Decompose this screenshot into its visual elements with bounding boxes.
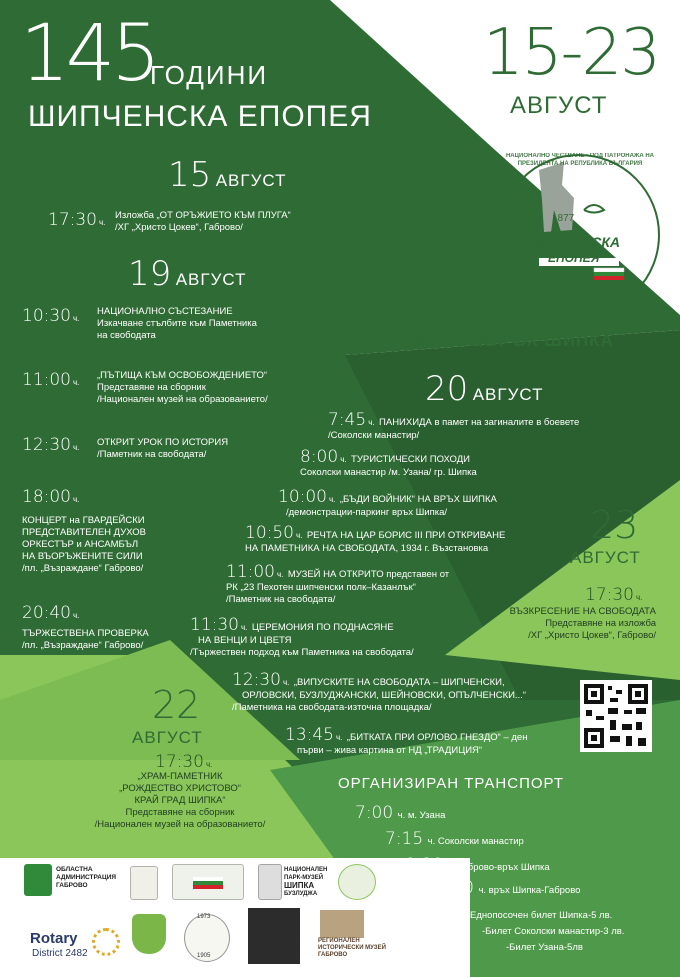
event-line: „ВИПУСКИТЕ НА СВОБОДАТА – ШИПЧЕНСКИ, [293,677,505,688]
event-line: /Национален музей на образованието/ [97,394,268,405]
event-line: /Национален музей на образованието/ [94,819,266,830]
qr-code[interactable] [580,680,652,752]
day20-event-2 [300,447,477,479]
transport-text: ч. Габрово-връх Шипка [447,862,550,873]
rotary-wheel-icon [92,928,120,956]
transport-item-1 [355,803,445,823]
event-time: 17:30 [155,752,204,772]
day22-month: АВГУСТ [132,728,203,747]
time-unit: ч. [73,495,80,504]
transport-item-3 [405,855,550,875]
event-time: 17:30 [585,585,634,605]
day22-number-wrap [152,683,201,727]
day19-event-5-text [22,628,149,652]
transport-text: ч. м. Узана [397,810,446,821]
event-line: /Паметника на свободата-източна площадка/ [232,702,432,713]
day19-event-1-text [97,306,257,342]
logo-line: РЕГИОНАЛЕН [318,938,360,944]
event-time: 11:00 [226,562,275,582]
logo-line: ГАБРОВО [56,882,88,889]
rotary-district: District 2482 [32,948,88,959]
event-line: /Паметник на свободата/ [97,449,207,460]
time-unit: ч. [283,678,290,687]
event-line: РК „23 Пехотен шипченски полк–Казанлък“ [226,582,416,593]
event-line: /пл. „Възраждане“ Габрово/ [22,563,144,574]
day22-event-text [90,771,270,831]
transport-time: 7:15 [385,829,424,849]
time-unit: ч. [336,733,343,742]
event-time: 13:45 [285,725,334,745]
event-line: Соколски манастир /м. Узана/ гр. Шипка [300,467,477,478]
day19-event-5-time [22,603,79,623]
event-time: 8:00 [300,447,339,467]
day23-number: 23 [590,503,639,547]
day20-event-6 [190,615,414,659]
event-line: „БИТКАТА ПРИ ОРЛОВО ГНЕЗДО“ – ден [346,732,528,743]
transport-time: 9:30 [405,855,444,875]
day19-event-3-text [97,437,228,461]
transport-item-4 [425,878,580,898]
day20-heading [425,369,544,409]
time-unit: ч. [73,314,80,323]
time-unit: ч. [241,623,248,632]
logo-line: АДМИНИСТРАЦИЯ [56,874,117,881]
day19-event-4-text [22,515,146,575]
event-line: „РОЖДЕСТВО ХРИСТОВО“ [119,783,241,794]
event-line: на свободата [97,330,156,341]
event-line: ОРКЕСТЪР и АНСАМБЪЛ [22,539,139,550]
event-time: 10:50 [245,523,294,543]
event-line: МУЗЕЙ НА ОТКРИТО представен от [287,569,450,580]
day19-heading [128,254,247,294]
event-line: ВЪЗКРЕСЕНИЕ НА СВОБОДАТА [509,606,656,617]
event-time: 17:30 [48,210,97,230]
coat-of-arms-icon [130,866,158,900]
school-year-2: 1905 [197,953,211,959]
emblem-name-2: ЕПОПЕЯ [548,251,600,265]
day23-event-time [585,585,642,605]
museum-logo-text [318,938,386,959]
day19-event-1-time [22,306,79,326]
price-line: -Билет Соколски манастир-3 лв. [482,926,625,937]
logo-line: НАЦИОНАЛЕН [284,867,328,873]
transport-time: 7:00 [355,803,394,823]
time-unit: ч. [636,593,643,602]
day19-event-2-time [22,370,79,390]
event-line: ТЪРЖЕСТВЕНА ПРОВЕРКА [22,628,149,639]
day20-event-8 [285,725,527,757]
event-line: „БЪДИ ВОЙНИК“ НА ВРЪХ ШИПКА [339,494,497,505]
logo-line: ПАРК-МУЗЕЙ [284,875,324,881]
event-time: 11:00 [22,370,71,390]
day15-event-1-text [115,210,291,234]
school-year-1: 1973 [197,914,211,920]
emblem-ring-text: НАЦИОНАЛНО ЧЕСТВАНЕ • ПОД ПАТРОНАЖА НА ПРЕЗИДЕНТА НА РЕПУБЛИКА БЪЛГАРИЯ [505,153,655,167]
anniversary-number: 145 [20,9,157,99]
day19-event-2-text [97,370,268,406]
logo-line: ИСТОРИЧЕСКИ МУЗЕЙ [318,945,386,951]
event-line: НА ВЪОРЪЖЕНИТЕ СИЛИ [22,551,143,562]
time-unit: ч. [73,378,80,387]
day19-event-3-time [22,435,79,455]
park-logo-text [284,866,327,898]
logo-line: ОБЛАСТНА [56,866,93,873]
day19-number: 19 [128,254,172,294]
emblem-name-1: ШИПЧЕНСКА [528,234,621,250]
event-line: КОНЦЕРТ на ГВАРДЕЙСКИ [22,515,145,526]
day23-event-text [490,606,656,642]
event-line: /демонстрации-паркинг връх Шипка/ [286,507,448,518]
hands-logo-icon [338,864,376,900]
day20-month: АВГУСТ [472,385,544,404]
event-time: 11:30 [190,615,239,635]
event-time: 18:00 [22,487,71,507]
event-line: РЕЧТА НА ЦАР БОРИС III ПРИ ОТКРИВАНЕ [306,530,506,541]
event-line: ОТКРИТ УРОК ПО ИСТОРИЯ [97,437,229,448]
transport-title: ОРГАНИЗИРАН ТРАНСПОРТ [338,775,565,792]
day20-number: 20 [425,369,469,409]
event-line: НА ПАМЕТНИКА НА СВОБОДАТА, 1934 г. Възстановка [245,543,489,554]
monument-icon [258,864,282,900]
event-time: 20:40 [22,603,71,623]
day20-event-4 [245,523,505,555]
price-line: -Билет Узана-5лв [506,942,583,953]
transport-text: ч. връх Шипка-Габрово [478,885,581,896]
day22-event-time [155,752,212,772]
event-line: ПРЕДСТАВИТЕЛЕН ДУХОВ [22,527,147,538]
event-line: НАЦИОНАЛНО СЪСТЕЗАНИЕ [97,306,233,317]
subtitle: ШИПЧЕНСКА ЕПОПЕЯ [28,100,372,133]
transport-time: 15:00 [425,878,474,898]
event-line: „ПЪТИЩА КЪМ ОСВОБОЖДЕНИЕТО“ [97,370,268,381]
lions-emblem-icon [172,864,244,900]
logo-line: ШИПКА [284,881,315,890]
event-line: КРАЙ ГРАД ШИПКА“ [134,795,226,806]
location: ГАБРОВО/ВРЪХ ШИПКА [390,331,614,350]
day15-month: АВГУСТ [215,171,287,190]
event-line: /ХГ „Христо Цокев“, Габрово/ [115,222,243,233]
day15-number: 15 [168,155,212,195]
day15-event-1 [48,210,105,230]
event-time: 7:45 [328,410,367,430]
time-unit: ч. [329,495,336,504]
library-building-icon [248,908,300,964]
years-word: ГОДИНИ [150,60,269,90]
event-line: Представяне на сборник [125,807,235,818]
event-line: ПАНИХИДА в памет на загиналите в боевете [379,417,580,428]
emblem-year: 1877 [552,213,575,224]
event-time: 10:30 [22,306,71,326]
day19-event-4-time [22,487,79,507]
price-line: Еднопосочен билет Шипка-5 лв. [470,910,613,921]
day20-event-3 [278,487,497,519]
logo-line: БУЗЛУДЖА [284,891,318,897]
event-time: 12:30 [232,670,281,690]
transport-text: ч. Соколски манастир [427,836,524,847]
time-unit: ч. [340,455,347,464]
day15-heading [168,155,287,195]
rotary-logo-text: Rotary [30,930,78,947]
event-line: /ХГ „Христо Цокев“, Габрово/ [528,630,656,641]
event-line: първи – жива картина от НД „ТРАДИЦИЯ“ [297,745,483,756]
day19-month: АВГУСТ [175,270,247,289]
event-line: /пл. „Възраждане“ Габрово/ [22,640,144,651]
event-time: 10:00 [278,487,327,507]
admin-logo-text [56,866,116,890]
event-line: /Соколски манастир/ [328,430,420,441]
event-line: ЦЕРЕМОНИЯ ПО ПОДНАСЯНЕ [251,622,394,633]
day20-event-7 [232,670,526,714]
time-unit: ч. [206,760,213,769]
day22-number: 22 [152,683,201,727]
time-unit: ч. [73,611,80,620]
logo-line: ГАБРОВО [318,952,348,958]
time-unit: ч. [99,218,106,227]
event-line: /Тържествен подход към Паметника на свободата/ [190,647,414,658]
transport-item-2 [385,829,524,849]
day20-event-1 [328,410,579,442]
day20-event-5 [226,562,449,606]
event-line: НА ВЕНЦИ И ЦВЕТЯ [198,635,292,646]
time-unit: ч. [368,418,375,427]
lion-icon [24,864,52,896]
event-line: ОРЛОВСКИ, БУЗЛУДЖАНСКИ, ШЕЙНОВСКИ, ОПЪЛЧЕНСКИ...“ [242,690,527,701]
museum-building-icon [320,910,364,938]
event-line: Изкачване стълбите към Паметника [97,318,257,329]
day23-month: АВГУСТ [570,548,641,567]
day23-number-wrap [590,503,639,547]
time-unit: ч. [73,443,80,452]
municipality-crest-icon [132,914,166,954]
time-unit: ч. [277,570,284,579]
event-line: Представяне на изложба [545,618,656,629]
event-line: „ХРАМ-ПАМЕТНИК [137,771,223,782]
event-line: Изложба „ОТ ОРЪЖИЕТО КЪМ ПЛУГА“ [115,210,291,221]
event-time: 12:30 [22,435,71,455]
date-range-month: АВГУСТ [510,92,608,119]
transport-prices [470,908,624,956]
event-line: /Паметник на свободата/ [226,594,336,605]
date-range: 15-23 [483,16,659,90]
time-unit: ч. [296,531,303,540]
event-line: ТУРИСТИЧЕСКИ ПОХОДИ [351,454,470,465]
event-line: Представяне на сборник [97,382,206,393]
